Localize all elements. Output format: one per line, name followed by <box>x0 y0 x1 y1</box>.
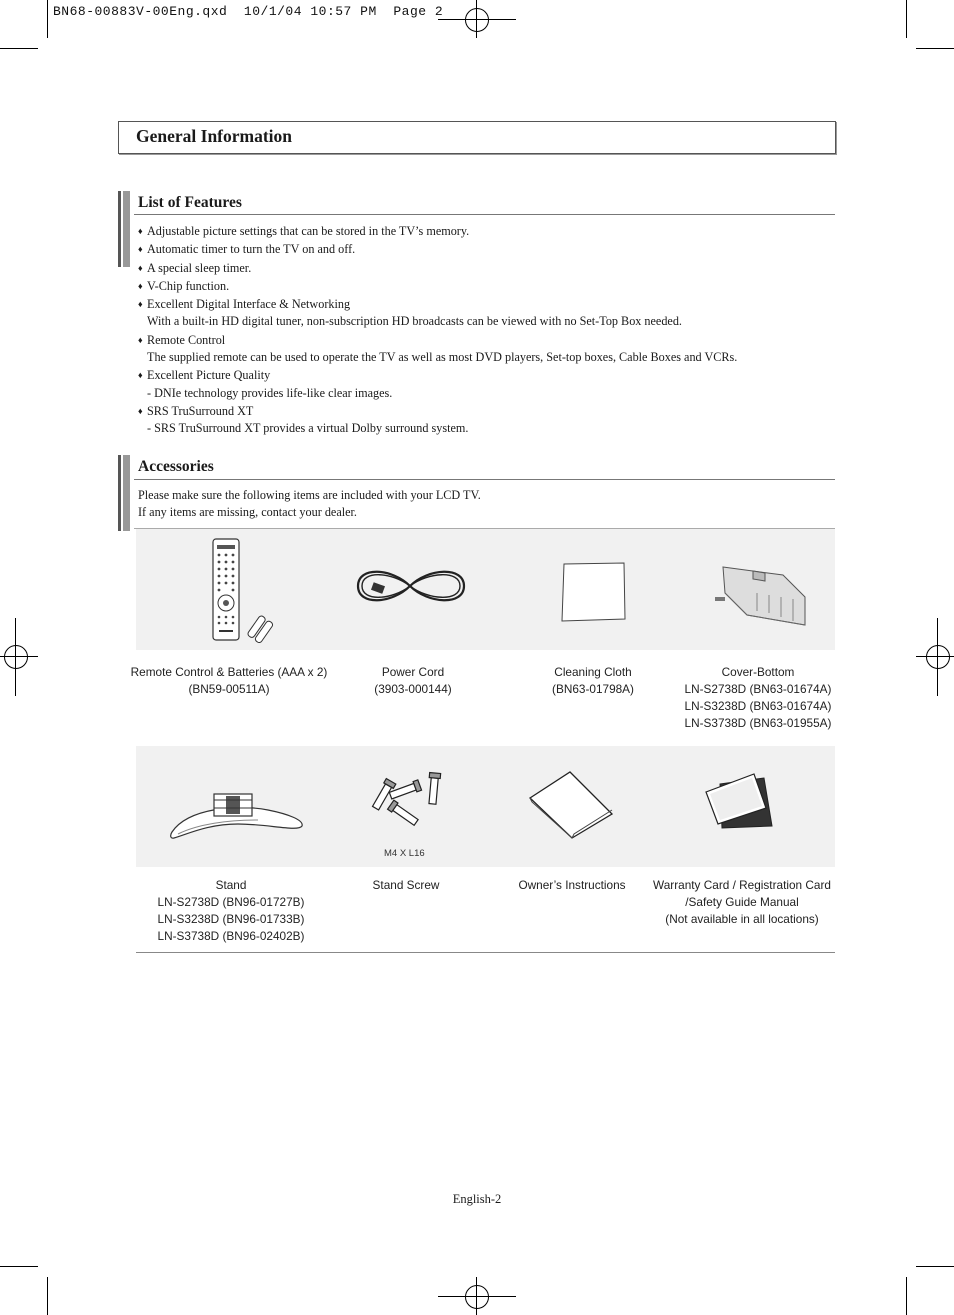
section-divider <box>136 952 835 953</box>
crop-mark <box>916 48 954 49</box>
feature-text: Automatic timer to turn the TV on and off. <box>147 242 356 257</box>
registration-mark-icon <box>438 19 516 20</box>
feature-text: Excellent Picture Quality <box>147 368 271 383</box>
caption-line: LN-S3238D (BN96-01733B) <box>157 912 305 926</box>
intro-text: If any items are missing, contact your dealer. <box>138 505 357 520</box>
crop-mark <box>0 48 38 49</box>
list-item <box>138 278 828 295</box>
registration-mark-icon <box>465 1285 489 1309</box>
caption-line: LN-S3738D (BN96-02402B) <box>157 929 305 943</box>
diamond-bullet-icon: ♦ <box>138 405 143 416</box>
diamond-bullet-icon: ♦ <box>138 334 143 345</box>
registration-mark-icon <box>916 656 954 657</box>
list-item <box>138 332 828 367</box>
feature-detail: - DNIe technology provides life-like clear images. <box>147 385 393 400</box>
crop-mark <box>47 1277 48 1315</box>
crop-mark <box>906 0 907 38</box>
section-divider <box>134 479 835 480</box>
caption-line: Owner’s Instructions <box>518 878 626 892</box>
registration-mark-icon <box>15 618 16 696</box>
caption-line: Stand <box>215 878 247 892</box>
diamond-bullet-icon: ♦ <box>138 226 143 236</box>
crop-mark <box>916 1266 954 1267</box>
caption-line: (BN63-01798A) <box>552 682 634 696</box>
accessory-caption <box>648 877 836 928</box>
section-marker <box>118 455 130 531</box>
accessory-caption <box>523 664 663 698</box>
screw-icon <box>368 770 444 832</box>
screw-size-note: M4 X L16 <box>384 848 425 859</box>
page-title: General Information <box>136 126 293 146</box>
caption-line: /Safety Guide Manual <box>685 895 799 909</box>
diamond-bullet-icon: ♦ <box>138 262 143 273</box>
feature-text: Remote Control <box>147 332 226 347</box>
intro-text: Please make sure the following items are included with your LCD TV. <box>138 488 481 502</box>
registration-mark-icon <box>926 645 950 669</box>
feature-text: Adjustable picture settings that can be stored in the TV’s memory. <box>147 224 470 238</box>
registration-mark-icon <box>465 8 489 32</box>
features-list <box>138 223 828 439</box>
section-divider <box>134 214 835 215</box>
accessory-caption <box>129 664 329 698</box>
diamond-bullet-icon: ♦ <box>138 280 143 291</box>
caption-line: LN-S2738D (BN63-01674A) <box>684 682 832 696</box>
page-header <box>118 121 836 154</box>
feature-detail: With a built-in HD digital tuner, non-subscription HD broadcasts can be viewed with no Set-Top Box needed. <box>147 314 682 329</box>
feature-detail: The supplied remote can be used to operate the TV as well as most DVD players, Set-top boxes, Cable Boxes and VCRs. <box>147 350 738 365</box>
cleaning-cloth-icon <box>560 561 628 623</box>
caption-line: Warranty Card / Registration Card <box>653 878 831 892</box>
feature-text: SRS TruSurround XT <box>147 403 254 418</box>
warranty-card-icon <box>702 770 778 832</box>
list-item <box>138 241 828 258</box>
cover-bottom-icon <box>713 563 809 627</box>
diamond-bullet-icon: ♦ <box>138 299 143 310</box>
caption-line: Remote Control & Batteries (AAA x 2) <box>130 665 328 679</box>
crop-mark <box>0 1266 38 1267</box>
list-item <box>138 367 828 402</box>
manual-icon <box>528 770 616 840</box>
crop-mark <box>47 0 48 38</box>
caption-line: (BN59-00511A) <box>188 682 270 696</box>
features-heading: List of Features <box>138 194 242 211</box>
remote-control-icon <box>205 537 275 643</box>
caption-line: (3903-000144) <box>374 682 452 696</box>
list-item <box>138 223 828 240</box>
caption-line: LN-S3738D (BN63-01955A) <box>684 716 832 730</box>
diamond-bullet-icon: ♦ <box>138 244 143 255</box>
power-cord-icon <box>352 560 470 612</box>
registration-mark-icon <box>0 656 38 657</box>
accessory-caption <box>672 664 844 732</box>
caption-line: LN-S2738D (BN96-01727B) <box>157 895 305 909</box>
registration-mark-icon <box>4 645 28 669</box>
caption-line: Cleaning Cloth <box>554 665 632 679</box>
list-item <box>138 403 828 438</box>
accessory-caption <box>343 664 483 698</box>
accessory-caption <box>141 877 321 945</box>
feature-text: Excellent Digital Interface & Networking <box>147 297 351 312</box>
file-slug: BN68-00883V-00Eng.qxd 10/1/04 10:57 PM Page 2 <box>53 4 444 19</box>
feature-text: A special sleep timer. <box>147 260 252 275</box>
caption-line: Cover-Bottom <box>721 665 795 679</box>
accessories-heading: Accessories <box>138 458 214 475</box>
list-item <box>138 260 828 277</box>
feature-text: V-Chip function. <box>147 278 230 293</box>
crop-mark <box>906 1277 907 1315</box>
stand-icon <box>168 788 306 840</box>
page-number: English-2 <box>452 1192 502 1206</box>
registration-mark-icon <box>937 618 938 696</box>
accessories-intro <box>138 487 481 522</box>
section-marker <box>118 191 130 267</box>
caption-line: LN-S3238D (BN63-01674A) <box>684 699 832 713</box>
accessory-caption <box>336 877 476 894</box>
registration-mark-icon <box>438 1296 516 1297</box>
feature-detail: - SRS TruSurround XT provides a virtual Dolby surround system. <box>147 421 469 436</box>
caption-line: (Not available in all locations) <box>665 912 819 926</box>
diamond-bullet-icon: ♦ <box>138 370 143 381</box>
caption-line: Stand Screw <box>372 878 440 892</box>
caption-line: Power Cord <box>381 665 445 679</box>
accessory-caption <box>500 877 644 894</box>
list-item <box>138 296 828 331</box>
